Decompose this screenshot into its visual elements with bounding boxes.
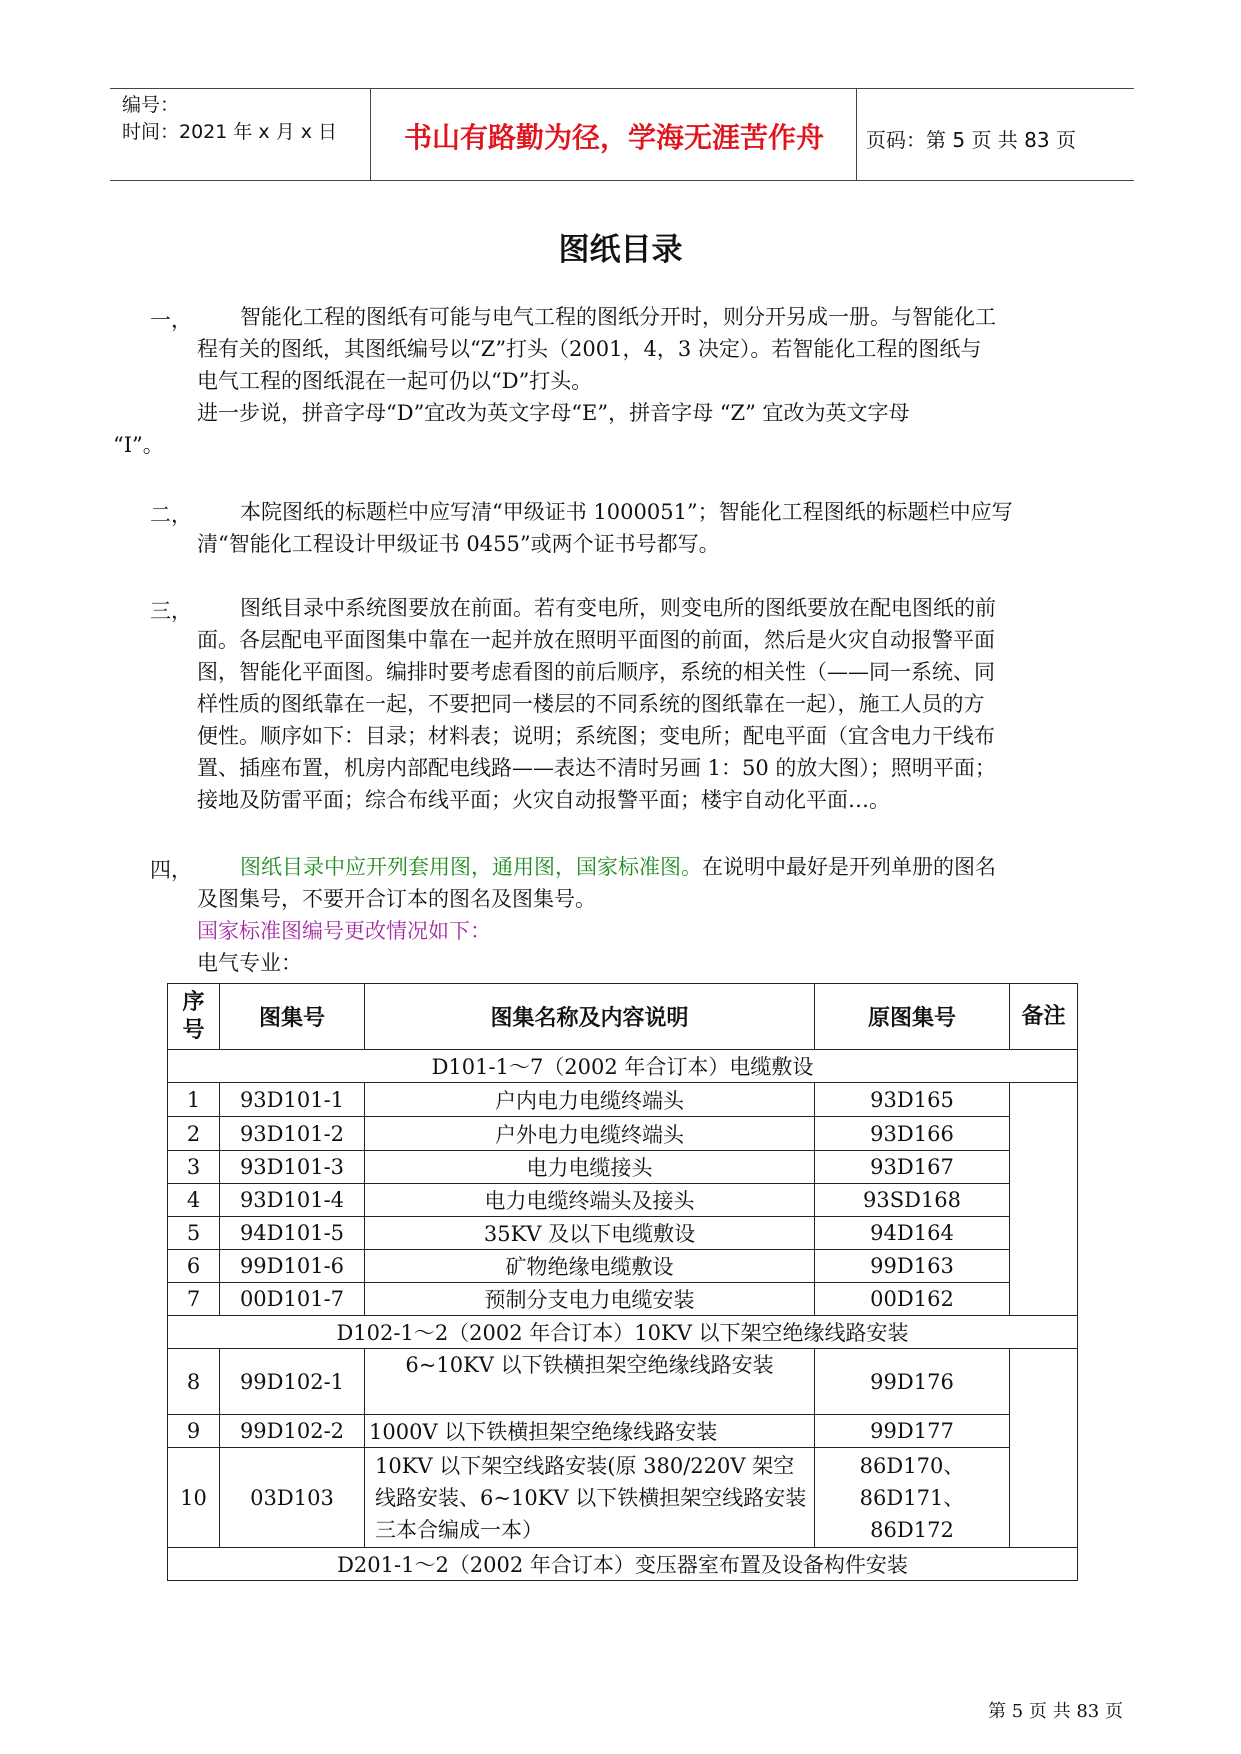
row-seq: 5 (168, 1217, 220, 1250)
page-footer: 第 5 页 共 83 页 (988, 1701, 1123, 1722)
table-row (168, 1250, 1078, 1283)
row-code: 93D101-1 (220, 1083, 365, 1117)
section-3-line-1: 图纸目录中系统图要放在前面。若有变电所，则变电所的图纸要放在配电图纸的前 (240, 596, 996, 620)
row-name: 电力电缆接头 (365, 1151, 815, 1184)
table-row (168, 1448, 1078, 1548)
table-header-row (168, 984, 1078, 1050)
row-code: 99D102-1 (220, 1349, 365, 1415)
row-note (1010, 1349, 1078, 1548)
row-code: 94D101-5 (220, 1217, 365, 1250)
header-divider-right (856, 88, 857, 181)
section-3-line-5: 便性。顺序如下：目录；材料表；说明；系统图；变电所；配电平面（宜含电力干线布 (197, 724, 995, 748)
row-orig: 86D170、86D171、86D172 (815, 1448, 1010, 1548)
header-meta (122, 92, 337, 146)
header-bottom-rule (110, 180, 1134, 181)
header-note: 备注 (1010, 984, 1078, 1050)
section-1-number: 一， (150, 308, 192, 332)
section-3-line-4: 样性质的图纸靠在一起，不要把同一楼层的不同系统的图纸靠在一起），施工人员的方 (197, 692, 985, 716)
header-divider-left (370, 88, 371, 181)
header-top-rule (110, 88, 1134, 89)
row-seq: 4 (168, 1184, 220, 1217)
row-seq: 10 (168, 1448, 220, 1548)
header-motto: 书山有路勤为径，学海无涯苦作舟 (403, 121, 824, 154)
header-page-number: 页码：第 5 页 共 83 页 (866, 128, 1076, 152)
table-row (168, 1283, 1078, 1316)
section-4-rest: 在说明中最好是开列单册的图名 (702, 855, 996, 879)
row-orig: 93D166 (815, 1117, 1010, 1151)
row-name: 1000V 以下铁横担架空绝缘线路安装 (365, 1415, 815, 1448)
row-name: 电力电缆终端头及接头 (365, 1184, 815, 1217)
section-4-number: 四， (150, 858, 192, 882)
row-code: 93D101-4 (220, 1184, 365, 1217)
section-3-line-3: 图，智能化平面图。编排时要考虑看图的前后顺序，系统的相关性（——同一系统、同 (197, 660, 995, 684)
row-orig: 93D165 (815, 1083, 1010, 1117)
section-1-line-4: 进一步说，拼音字母“D”宜改为英文字母“E”，拼音字母 “Z” 宜改为英文字母 (197, 401, 910, 425)
row-seq: 8 (168, 1349, 220, 1415)
row-note (1010, 1083, 1078, 1316)
section-4-line-1 (240, 852, 996, 883)
row-orig: 99D176 (815, 1349, 1010, 1415)
section-4-line-2: 及图集号，不要开合订本的图名及图集号。 (197, 887, 596, 911)
row-seq: 7 (168, 1283, 220, 1316)
header-code: 图集号 (220, 984, 365, 1050)
row-orig: 94D164 (815, 1217, 1010, 1250)
table-row (168, 1083, 1078, 1117)
table-row (168, 1349, 1078, 1415)
row-name: 户外电力电缆终端头 (365, 1117, 815, 1151)
header-orig: 原图集号 (815, 984, 1010, 1050)
row-seq: 1 (168, 1083, 220, 1117)
row-seq: 9 (168, 1415, 220, 1448)
section-3-number: 三， (150, 599, 192, 623)
section-2-line-1: 本院图纸的标题栏中应写清“甲级证书 1000051”；智能化工程图纸的标题栏中应写 (240, 500, 1013, 524)
group-title: D101-1～7（2002 年合订本）电缆敷设 (168, 1050, 1078, 1083)
row-orig: 00D162 (815, 1283, 1010, 1316)
section-4-standard-note: 国家标准图编号更改情况如下： (197, 919, 491, 943)
row-name: 35KV 及以下电缆敷设 (365, 1217, 815, 1250)
group-title: D201-1～2（2002 年合订本）变压器室布置及设备构件安装 (168, 1548, 1078, 1581)
row-name: 预制分支电力电缆安装 (365, 1283, 815, 1316)
group-row (168, 1548, 1078, 1581)
group-row (168, 1316, 1078, 1349)
row-orig: 93D167 (815, 1151, 1010, 1184)
header-seq: 序号 (168, 984, 220, 1050)
row-name: 6~10KV 以下铁横担架空绝缘线路安装 (365, 1349, 815, 1415)
table-row (168, 1184, 1078, 1217)
header-name: 图集名称及内容说明 (365, 984, 815, 1050)
row-seq: 3 (168, 1151, 220, 1184)
section-1-line-5: “I”。 (113, 433, 164, 457)
serial-label: 编号： (122, 94, 180, 116)
group-title: D102-1～2（2002 年合订本）10KV 以下架空绝缘线路安装 (168, 1316, 1078, 1349)
section-1-line-3: 电气工程的图纸混在一起可仍以“D”打头。 (197, 369, 593, 393)
date-text: 时间：2021 年 x 月 x 日 (122, 121, 338, 143)
section-1-line-2: 程有关的图纸，其图纸编号以“Z”打头（2001，4，3 决定）。若智能化工程的图纸与 (197, 337, 982, 361)
section-3-line-6: 置、插座布置，机房内部配电线路——表达不清时另画 1：50 的放大图）；照明平面； (197, 756, 996, 780)
section-4-highlight: 图纸目录中应开列套用图，通用图，国家标准图。 (240, 855, 702, 879)
drawing-catalog-table (167, 983, 1078, 1581)
section-2-line-2: 清“智能化工程设计甲级证书 0455”或两个证书号都写。 (197, 532, 720, 556)
row-code: 00D101-7 (220, 1283, 365, 1316)
row-code: 99D102-2 (220, 1415, 365, 1448)
row-name: 矿物绝缘电缆敷设 (365, 1250, 815, 1283)
row-code: 93D101-2 (220, 1117, 365, 1151)
section-3-line-2: 面。各层配电平面图集中靠在一起并放在照明平面图的前面，然后是火灾自动报警平面 (197, 628, 995, 652)
row-code: 93D101-3 (220, 1151, 365, 1184)
row-name: 10KV 以下架空线路安装(原 380/220V 架空线路安装、6~10KV 以下铁横担架空线路安装三本合编成一本） (365, 1448, 815, 1548)
row-code: 99D101-6 (220, 1250, 365, 1283)
row-seq: 2 (168, 1117, 220, 1151)
table-row (168, 1117, 1078, 1151)
row-orig: 99D163 (815, 1250, 1010, 1283)
group-row (168, 1050, 1078, 1083)
page-title: 图纸目录 (558, 232, 683, 268)
section-3-line-7: 接地及防雷平面；综合布线平面；火灾自动报警平面；楼宇自动化平面…。 (197, 788, 890, 812)
row-seq: 6 (168, 1250, 220, 1283)
table-row (168, 1217, 1078, 1250)
table-row (168, 1415, 1078, 1448)
row-orig: 93SD168 (815, 1184, 1010, 1217)
table-row (168, 1151, 1078, 1184)
row-name: 户内电力电缆终端头 (365, 1083, 815, 1117)
row-code: 03D103 (220, 1448, 365, 1548)
section-2-number: 二， (150, 503, 192, 527)
section-4-sub-label: 电气专业： (197, 951, 302, 975)
row-orig: 99D177 (815, 1415, 1010, 1448)
section-1-line-1: 智能化工程的图纸有可能与电气工程的图纸分开时，则分开另成一册。与智能化工 (240, 305, 996, 329)
